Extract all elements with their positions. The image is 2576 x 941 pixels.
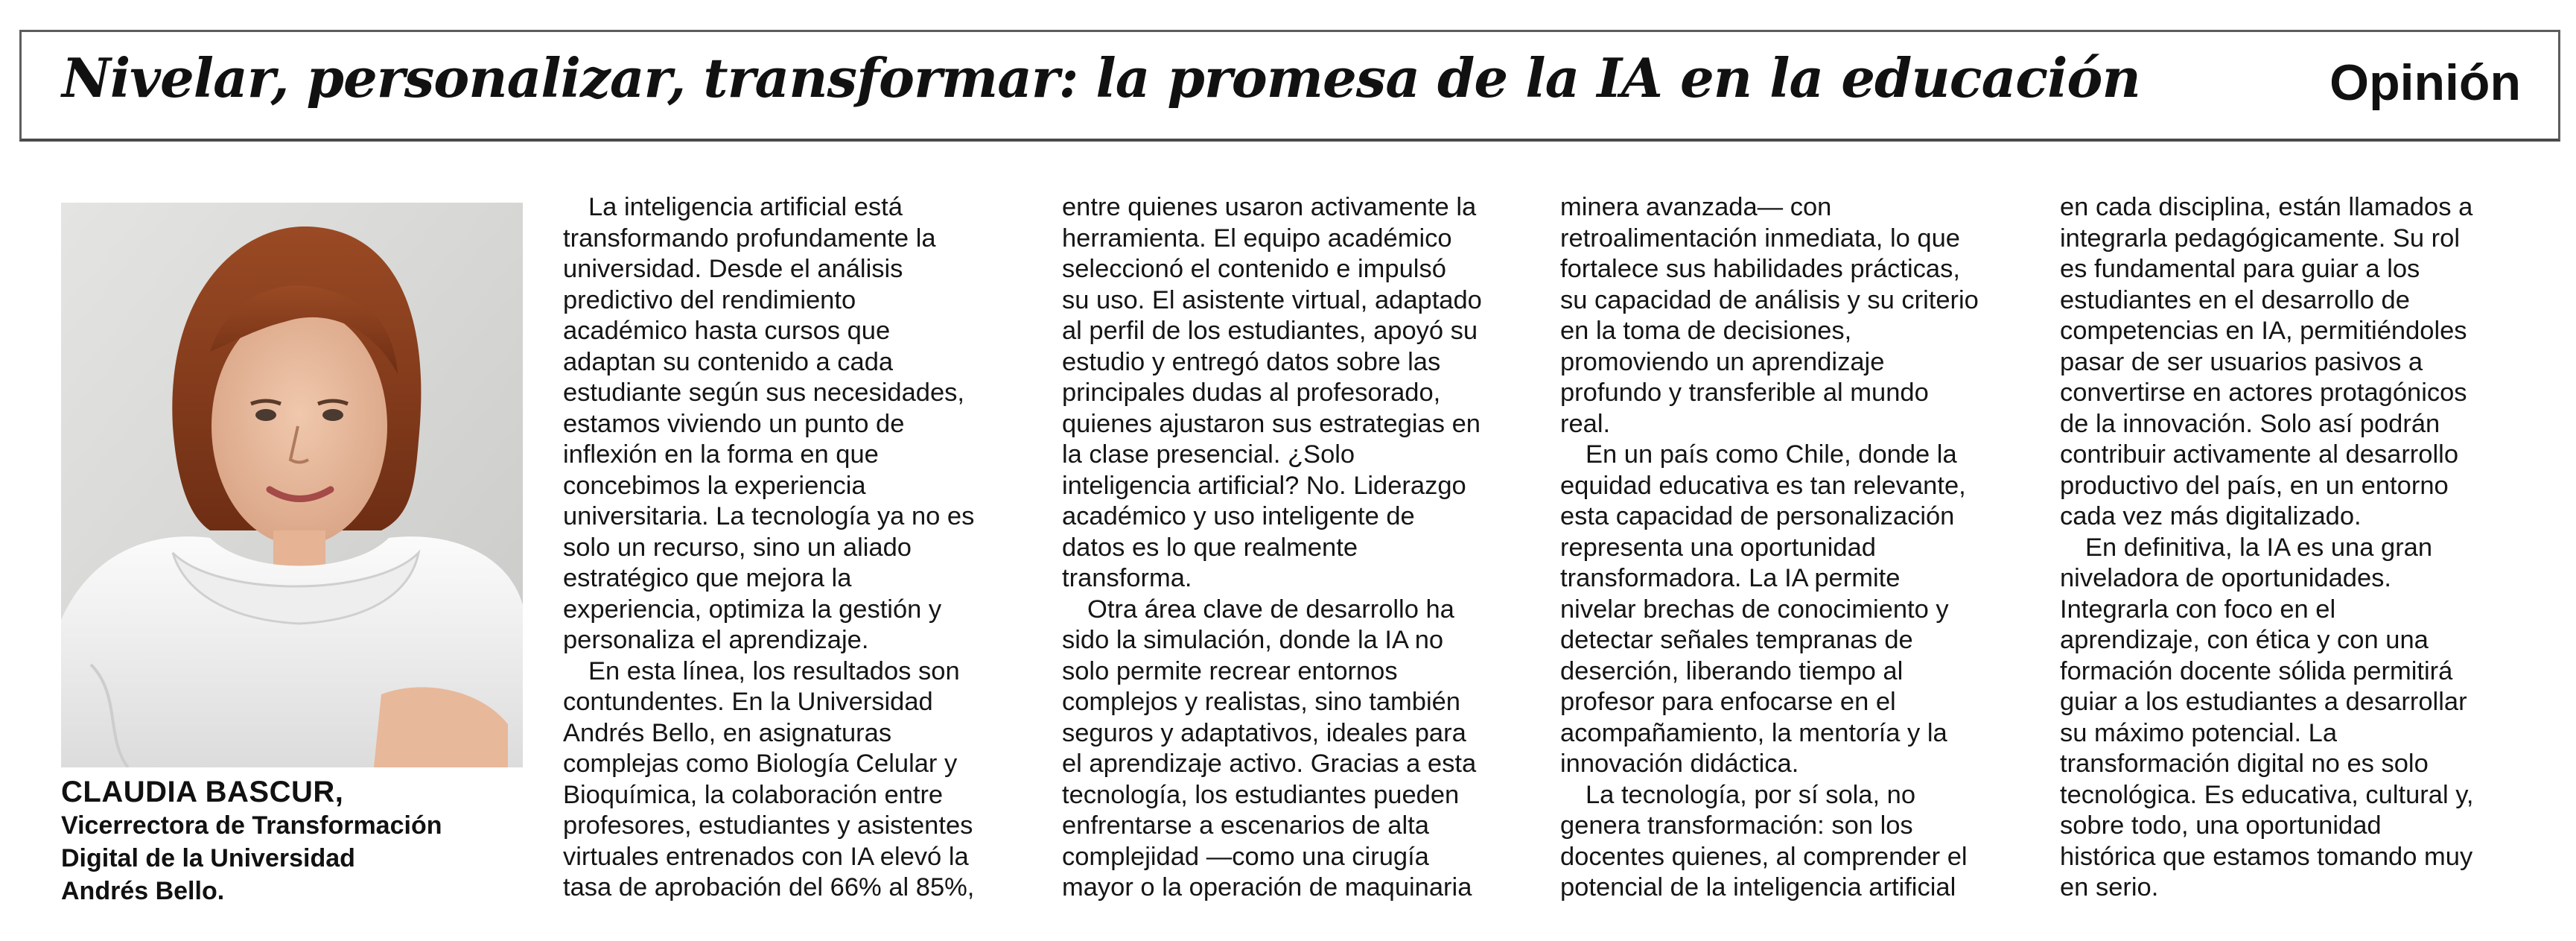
article-line: inteligencia artificial? No. Liderazgo xyxy=(1062,471,1466,500)
article-line: herramienta. El equipo académico xyxy=(1062,224,1452,253)
author-byline xyxy=(61,775,538,907)
article-line: niveladora de oportunidades. xyxy=(2060,564,2391,592)
author-role-line: Andrés Bello. xyxy=(61,877,225,905)
article-line: contribuir activamente al desarrollo xyxy=(2060,440,2459,469)
article-line: transformadora. La IA permite xyxy=(1560,564,1901,592)
article-line: profesor para enfocarse en el xyxy=(1560,688,1896,716)
article-line: académico y uso inteligente de xyxy=(1062,502,1415,530)
article-line: su máximo potencial. La xyxy=(2060,718,2338,747)
article-line: integrarla pedagógicamente. Su rol xyxy=(2060,224,2461,253)
article-line: su uso. El asistente virtual, adaptado xyxy=(1062,285,1482,314)
article-line: solo permite recrear entornos xyxy=(1062,656,1398,685)
section-label: Opinión xyxy=(2329,54,2521,111)
article-line: seguros y adaptativos, ideales para xyxy=(1062,718,1466,747)
article-line: tasa de aprobación del 66% al 85%, xyxy=(563,873,975,902)
article-line: adaptan su contenido a cada xyxy=(563,347,894,376)
article-line: mayor o la operación de maquinaria xyxy=(1062,873,1472,902)
article-line: es fundamental para guiar a los xyxy=(2060,255,2420,283)
author-role-line: Vicerrectora de Transformación xyxy=(61,811,442,840)
article-line: real. xyxy=(1560,409,1611,438)
article-line: docentes quienes, al comprender el xyxy=(1560,842,1968,871)
article-line: minera avanzada— con xyxy=(1560,193,1832,221)
article-line: formación docente sólida permitirá xyxy=(2060,656,2453,685)
article-line: estudiante según sus necesidades, xyxy=(563,378,964,407)
article-line: La inteligencia artificial está xyxy=(588,193,903,221)
article-line: quienes ajustaron sus estrategias en xyxy=(1062,409,1481,438)
article-line: la clase presencial. ¿Solo xyxy=(1062,440,1355,469)
article-line: estudiantes en el desarrollo de xyxy=(2060,285,2410,314)
article-line: principales dudas al profesorado, xyxy=(1062,378,1441,407)
article-line: inflexión en la forma en que xyxy=(563,440,879,469)
article-line: En un país como Chile, donde la xyxy=(1586,440,1957,469)
article-column-1 xyxy=(563,192,974,904)
article-line: profundo y transferible al mundo xyxy=(1560,378,1929,407)
article-line: promoviendo un aprendizaje xyxy=(1560,347,1885,376)
article-line: experiencia, optimiza la gestión y xyxy=(563,595,942,624)
article-line: histórica que estamos tomando muy xyxy=(2060,842,2473,871)
article-line: transforma. xyxy=(1062,564,1192,592)
article-line: estratégico que mejora la xyxy=(563,564,852,592)
article-line: concebimos la experiencia xyxy=(563,471,866,500)
article-line: datos es lo que realmente xyxy=(1062,533,1358,562)
article-line: complejos y realistas, sino también xyxy=(1062,688,1460,716)
article-line: La tecnología, por sí sola, no xyxy=(1586,780,1916,809)
article-line: enfrentarse a escenarios de alta xyxy=(1062,811,1429,840)
article-line: virtuales entrenados con IA elevó la xyxy=(563,842,969,871)
article-line: universidad. Desde el análisis xyxy=(563,255,903,283)
article-line: estudio y entregó datos sobre las xyxy=(1062,347,1441,376)
article-line: En esta línea, los resultados son xyxy=(588,656,960,685)
author-portrait-icon xyxy=(61,203,523,767)
article-line: convertirse en actores protagónicos xyxy=(2060,378,2467,407)
article-line: al perfil de los estudiantes, apoyó su xyxy=(1062,317,1478,345)
article-line: transformación digital no es solo xyxy=(2060,750,2429,778)
article-line: sobre todo, una oportunidad xyxy=(2060,811,2382,840)
article-line: transformando profundamente la xyxy=(563,224,936,253)
page-title: Nivelar, personalizar, transformar: la promesa de la IA en la educación xyxy=(62,46,2140,110)
article-line: En definitiva, la IA es una gran xyxy=(2085,533,2433,562)
article-line: fortalece sus habilidades prácticas, xyxy=(1560,255,1960,283)
article-line: pasar de ser usuarios pasivos a xyxy=(2060,347,2423,376)
article-line: universitaria. La tecnología ya no es xyxy=(563,502,975,530)
article-line: complejidad —como una cirugía xyxy=(1062,842,1429,871)
article-line: académico hasta cursos que xyxy=(563,317,891,345)
article-line: de la innovación. Solo así podrán xyxy=(2060,409,2440,438)
article-line: deserción, liberando tiempo al xyxy=(1560,656,1904,685)
article-line: sido la simulación, donde la IA no xyxy=(1062,626,1444,654)
article-line: en la toma de decisiones, xyxy=(1560,317,1852,345)
article-line: aprendizaje, con ética y con una xyxy=(2060,626,2429,654)
article-line: el aprendizaje activo. Gracias a esta xyxy=(1062,750,1477,778)
article-line: innovación didáctica. xyxy=(1560,750,1799,778)
article-line: Otra área clave de desarrollo ha xyxy=(1087,595,1454,624)
article-line: potencial de la inteligencia artificial xyxy=(1560,873,1956,902)
article-line: predictivo del rendimiento xyxy=(563,285,856,314)
article-line: seleccionó el contenido e impulsó xyxy=(1062,255,1446,283)
article-line: en cada disciplina, están llamados a xyxy=(2060,193,2473,221)
article-line: personaliza el aprendizaje. xyxy=(563,626,869,654)
article-line: su capacidad de análisis y su criterio xyxy=(1560,285,1979,314)
article-line: acompañamiento, la mentoría y la xyxy=(1560,718,1947,747)
article-line: competencias en IA, permitiéndoles xyxy=(2060,317,2467,345)
author-name: CLAUDIA BASCUR, xyxy=(61,776,344,808)
article-line: productivo del país, en un entorno xyxy=(2060,471,2449,500)
article-column-3 xyxy=(1560,192,1979,904)
headline-banner xyxy=(19,30,2560,142)
article-line: contundentes. En la Universidad xyxy=(563,688,933,716)
article-line: guiar a los estudiantes a desarrollar xyxy=(2060,688,2467,716)
article-line: equidad educativa es tan relevante, xyxy=(1560,471,1966,500)
article-line: solo un recurso, sino un aliado xyxy=(563,533,912,562)
article-line: tecnológica. Es educativa, cultural y, xyxy=(2060,780,2474,809)
article-line: Andrés Bello, en asignaturas xyxy=(563,718,892,747)
article-line: estamos viviendo un punto de xyxy=(563,409,905,438)
article-line: esta capacidad de personalización xyxy=(1560,502,1955,530)
article-line: detectar señales tempranas de xyxy=(1560,626,1913,654)
article-line: cada vez más digitalizado. xyxy=(2060,502,2362,530)
article-line: Bioquímica, la colaboración entre xyxy=(563,780,944,809)
article-line: nivelar brechas de conocimiento y xyxy=(1560,595,1949,624)
article-line: en serio. xyxy=(2060,873,2159,902)
article-line: profesores, estudiantes y asistentes xyxy=(563,811,973,840)
article-line: Integrarla con foco en el xyxy=(2060,595,2336,624)
article-line: genera transformación: son los xyxy=(1560,811,1913,840)
author-role-line: Digital de la Universidad xyxy=(61,844,355,872)
article-column-2 xyxy=(1062,192,1482,904)
article-line: retroalimentación inmediata, lo que xyxy=(1560,224,1960,253)
article-column-4 xyxy=(2060,192,2474,904)
article-line: complejas como Biología Celular y xyxy=(563,750,958,778)
article-line: entre quienes usaron activamente la xyxy=(1062,193,1477,221)
article-line: representa una oportunidad xyxy=(1560,533,1876,562)
author-photo xyxy=(61,203,523,767)
article-line: tecnología, los estudiantes pueden xyxy=(1062,780,1460,809)
